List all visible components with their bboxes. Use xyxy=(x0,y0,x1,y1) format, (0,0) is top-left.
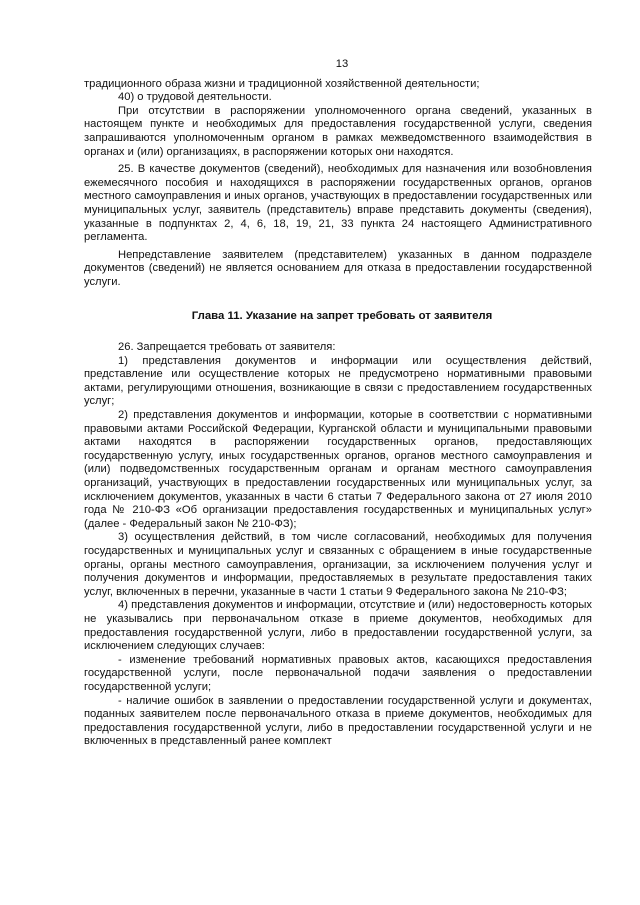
paragraph: 1) представления документов и информации или осуществления действий, представление или осуществление которых не предусмотрено нормативными правовыми актами, регулирующими отношения, возникающие в связи с предоставлением государственных услуг; xyxy=(84,354,592,408)
paragraph: При отсутствии в распоряжении уполномоченного органа сведений, указанных в настоящем пункте и необходимых для предоставления государственной услуги, сведения запрашиваются уполномоченным органом в рамках межведомственного взаимодействия в органах и (или) организациях, в распоряжении которых они находятся. xyxy=(84,104,592,158)
paragraph: 26. Запрещается требовать от заявителя: xyxy=(118,341,336,354)
paragraph: - изменение требований нормативных правовых актов, касающихся предоставления государственной услуги, после первоначальной подачи заявления о предоставлении государственной услуги; xyxy=(84,653,592,693)
paragraph: 2) представления документов и информации, которые в соответствии с нормативными правовыми актами Российской Федерации, Курганской области и муниципальными правовыми актами находятся в распоряжении государственных органов, предоставляющих государственную услугу, иных государственных органов, органов местного самоуправления и (или) подведомственных государственным органам и органам местного самоуправления организаций, участвующих в предоставлении государственных или муниципальных услуг, за исключением документов, указанных в части 6 статьи 7 Федерального закона от 27 июля 2010 года № 210-ФЗ «Об организации предоставления государственных и муниципальных услуг» (далее - Федеральный закон № 210-ФЗ); xyxy=(84,409,592,530)
paragraph: традиционного образа жизни и традиционной хозяйственной деятельности; xyxy=(84,77,480,90)
section-before xyxy=(84,78,592,290)
paragraph: - наличие ошибок в заявлении о предоставлении государственной услуги и документах, поданных заявителем после первоначального отказа в приеме документов, необходимых для предоставления государственной услуги, либо в предоставлении государственной услуги и не включенных в представленный ранее комплект xyxy=(84,694,592,748)
paragraph: 3) осуществления действий, в том числе согласований, необходимых для получения государственных и муниципальных услуг и связанных с обращением в иные государственные органы, органы местного самоуправления, организации, за исключением получения услуг и получения документов и информации, предоставляемых в результате предоставления таких услуг, включенных в перечни, указанные в части 1 статьи 9 Федерального закона № 210-ФЗ; xyxy=(84,531,592,598)
paragraph: Непредставление заявителем (представителем) указанных в данном подразделе документов (сведений) не является основанием для отказа в предоставлении государственной услуги. xyxy=(84,248,592,288)
chapter-title: Глава 11. Указание на запрет требовать от заявителя xyxy=(191,309,493,322)
paragraph: 4) представления документов и информации, отсутствие и (или) недостоверность которых не указывались при первоначальном отказе в приеме документов, необходимых для предоставления государственной услуги, либо в предоставлении государственной услуги, за исключением следующих случаев: xyxy=(84,599,592,653)
section-after xyxy=(84,341,592,749)
paragraph: 40) о трудовой деятельности. xyxy=(118,91,272,104)
paragraph: 25. В качестве документов (сведений), необходимых для назначения или возобновления ежемесячного пособия и находящихся в распоряжении государственных органов, органов местного самоуправления и иных органов, участвующих в предоставлении государственных или муниципальных услуг, заявитель (представитель) вправе представить документы (сведения), указанные в подпунктах 2, 4, 6, 18, 19, 21, 33 пункта 24 настоящего Административного регламента. xyxy=(84,163,592,244)
page-number: 13 xyxy=(335,58,349,70)
